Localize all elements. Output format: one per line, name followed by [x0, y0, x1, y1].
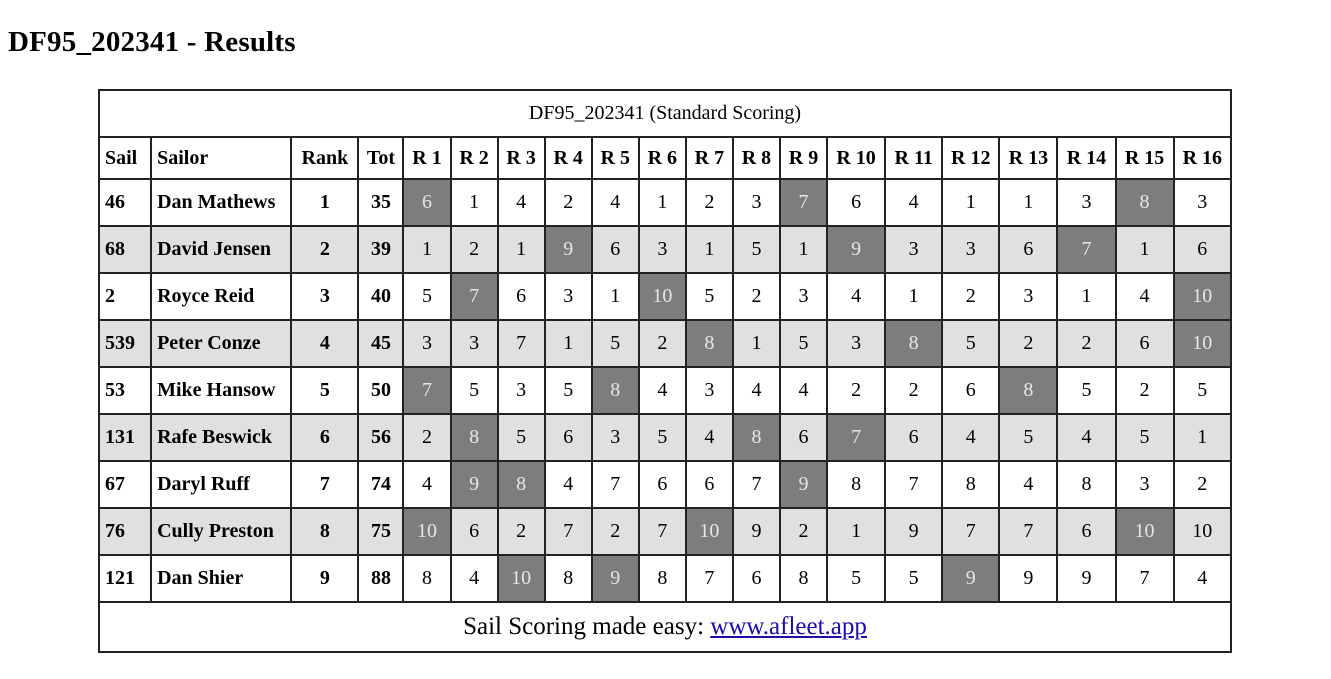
- column-header: R 12: [942, 137, 999, 179]
- race-score: 1: [999, 179, 1057, 226]
- total-value: 75: [358, 508, 403, 555]
- dropped-race-score: 8: [498, 461, 545, 508]
- race-score: 5: [1116, 414, 1174, 461]
- dropped-race-score: 8: [999, 367, 1057, 414]
- total-value: 88: [358, 555, 403, 602]
- footer-row: [99, 602, 1231, 652]
- race-score: 1: [592, 273, 639, 320]
- dropped-race-score: 10: [1174, 320, 1231, 367]
- column-header: R 10: [827, 137, 885, 179]
- race-score: 5: [885, 555, 942, 602]
- sailor-name: Mike Hansow: [151, 367, 291, 414]
- race-score: 10: [1174, 508, 1231, 555]
- race-score: 2: [1057, 320, 1115, 367]
- dropped-race-score: 8: [451, 414, 498, 461]
- race-score: 1: [1174, 414, 1231, 461]
- race-score: 6: [592, 226, 639, 273]
- results-table: [98, 89, 1232, 653]
- race-score: 1: [942, 179, 999, 226]
- race-score: 4: [451, 555, 498, 602]
- race-score: 3: [451, 320, 498, 367]
- race-score: 3: [545, 273, 592, 320]
- race-score: 5: [686, 273, 733, 320]
- rank-value: 7: [291, 461, 358, 508]
- dropped-race-score: 9: [827, 226, 885, 273]
- dropped-race-score: 8: [592, 367, 639, 414]
- dropped-race-score: 7: [451, 273, 498, 320]
- sail-number: 67: [99, 461, 151, 508]
- rank-value: 3: [291, 273, 358, 320]
- column-header: R 15: [1116, 137, 1174, 179]
- race-score: 2: [999, 320, 1057, 367]
- race-score: 5: [639, 414, 686, 461]
- race-score: 2: [545, 179, 592, 226]
- dropped-race-score: 6: [403, 179, 450, 226]
- column-header: R 2: [451, 137, 498, 179]
- race-score: 4: [733, 367, 780, 414]
- rank-value: 1: [291, 179, 358, 226]
- race-score: 1: [1116, 226, 1174, 273]
- race-score: 3: [827, 320, 885, 367]
- race-score: 6: [451, 508, 498, 555]
- footer-cell: [99, 602, 1231, 652]
- dropped-race-score: 9: [942, 555, 999, 602]
- race-score: 5: [1174, 367, 1231, 414]
- total-value: 45: [358, 320, 403, 367]
- race-score: 2: [403, 414, 450, 461]
- race-score: 5: [592, 320, 639, 367]
- sailor-name: Peter Conze: [151, 320, 291, 367]
- race-score: 1: [498, 226, 545, 273]
- dropped-race-score: 7: [780, 179, 827, 226]
- dropped-race-score: 9: [451, 461, 498, 508]
- column-header: R 5: [592, 137, 639, 179]
- sail-number: 53: [99, 367, 151, 414]
- race-score: 6: [545, 414, 592, 461]
- race-score: 7: [942, 508, 999, 555]
- race-score: 6: [780, 414, 827, 461]
- race-score: 4: [1174, 555, 1231, 602]
- race-score: 5: [780, 320, 827, 367]
- race-score: 3: [1174, 179, 1231, 226]
- dropped-race-score: 10: [1174, 273, 1231, 320]
- footer-text: Sail Scoring made easy:: [463, 613, 711, 640]
- total-value: 40: [358, 273, 403, 320]
- race-score: 3: [733, 179, 780, 226]
- race-score: 8: [639, 555, 686, 602]
- column-header: Sail: [99, 137, 151, 179]
- column-header: Sailor: [151, 137, 291, 179]
- rank-value: 6: [291, 414, 358, 461]
- sailor-name: Cully Preston: [151, 508, 291, 555]
- race-score: 6: [1057, 508, 1115, 555]
- sailor-name: Dan Mathews: [151, 179, 291, 226]
- column-header: R 14: [1057, 137, 1115, 179]
- race-score: 8: [780, 555, 827, 602]
- race-score: 7: [1116, 555, 1174, 602]
- race-score: 3: [498, 367, 545, 414]
- race-score: 2: [592, 508, 639, 555]
- race-score: 4: [403, 461, 450, 508]
- race-score: 6: [639, 461, 686, 508]
- sailor-name: Royce Reid: [151, 273, 291, 320]
- table-row: [99, 367, 1231, 414]
- dropped-race-score: 10: [639, 273, 686, 320]
- race-score: 1: [827, 508, 885, 555]
- race-score: 3: [1116, 461, 1174, 508]
- total-value: 35: [358, 179, 403, 226]
- race-score: 9: [733, 508, 780, 555]
- race-score: 8: [827, 461, 885, 508]
- race-score: 5: [451, 367, 498, 414]
- sailor-name: Daryl Ruff: [151, 461, 291, 508]
- race-score: 5: [1057, 367, 1115, 414]
- race-score: 5: [733, 226, 780, 273]
- race-score: 9: [1057, 555, 1115, 602]
- race-score: 2: [733, 273, 780, 320]
- race-score: 8: [1057, 461, 1115, 508]
- race-score: 6: [827, 179, 885, 226]
- race-score: 8: [403, 555, 450, 602]
- race-score: 2: [1116, 367, 1174, 414]
- race-score: 4: [780, 367, 827, 414]
- race-score: 7: [885, 461, 942, 508]
- dropped-race-score: 10: [686, 508, 733, 555]
- race-score: 5: [403, 273, 450, 320]
- column-header: Rank: [291, 137, 358, 179]
- race-score: 4: [639, 367, 686, 414]
- dropped-race-score: 8: [733, 414, 780, 461]
- race-score: 1: [733, 320, 780, 367]
- race-score: 4: [999, 461, 1057, 508]
- rank-value: 4: [291, 320, 358, 367]
- dropped-race-score: 7: [403, 367, 450, 414]
- rank-value: 8: [291, 508, 358, 555]
- race-score: 6: [885, 414, 942, 461]
- sail-number: 46: [99, 179, 151, 226]
- race-score: 2: [451, 226, 498, 273]
- dropped-race-score: 8: [686, 320, 733, 367]
- header-row: [99, 137, 1231, 179]
- race-score: 2: [885, 367, 942, 414]
- column-header: R 4: [545, 137, 592, 179]
- column-header: Tot: [358, 137, 403, 179]
- rank-value: 9: [291, 555, 358, 602]
- race-score: 4: [827, 273, 885, 320]
- sail-number: 76: [99, 508, 151, 555]
- table-row: [99, 273, 1231, 320]
- race-score: 6: [942, 367, 999, 414]
- race-score: 9: [999, 555, 1057, 602]
- race-score: 7: [639, 508, 686, 555]
- afleet-link[interactable]: www.afleet.app: [710, 613, 867, 640]
- column-header: R 6: [639, 137, 686, 179]
- column-header: R 16: [1174, 137, 1231, 179]
- race-score: 7: [592, 461, 639, 508]
- total-value: 56: [358, 414, 403, 461]
- column-header: R 1: [403, 137, 450, 179]
- race-score: 9: [885, 508, 942, 555]
- race-score: 5: [827, 555, 885, 602]
- dropped-race-score: 7: [1057, 226, 1115, 273]
- race-score: 3: [780, 273, 827, 320]
- sailor-name: David Jensen: [151, 226, 291, 273]
- race-score: 7: [545, 508, 592, 555]
- total-value: 74: [358, 461, 403, 508]
- race-score: 2: [498, 508, 545, 555]
- race-score: 1: [1057, 273, 1115, 320]
- race-score: 6: [733, 555, 780, 602]
- race-score: 1: [686, 226, 733, 273]
- column-header: R 9: [780, 137, 827, 179]
- table-row: [99, 320, 1231, 367]
- sail-number: 121: [99, 555, 151, 602]
- dropped-race-score: 7: [827, 414, 885, 461]
- race-score: 4: [885, 179, 942, 226]
- race-score: 3: [942, 226, 999, 273]
- sailor-name: Rafe Beswick: [151, 414, 291, 461]
- sail-number: 539: [99, 320, 151, 367]
- sail-number: 2: [99, 273, 151, 320]
- race-score: 4: [592, 179, 639, 226]
- race-score: 5: [999, 414, 1057, 461]
- race-score: 6: [686, 461, 733, 508]
- dropped-race-score: 9: [545, 226, 592, 273]
- race-score: 7: [686, 555, 733, 602]
- dropped-race-score: 8: [1116, 179, 1174, 226]
- race-score: 5: [498, 414, 545, 461]
- race-score: 5: [942, 320, 999, 367]
- race-score: 3: [1057, 179, 1115, 226]
- sail-number: 68: [99, 226, 151, 273]
- page-title: DF95_202341 - Results: [8, 26, 296, 58]
- dropped-race-score: 8: [885, 320, 942, 367]
- race-score: 3: [592, 414, 639, 461]
- race-score: 7: [498, 320, 545, 367]
- race-score: 1: [780, 226, 827, 273]
- race-score: 3: [686, 367, 733, 414]
- race-score: 6: [1174, 226, 1231, 273]
- race-score: 1: [885, 273, 942, 320]
- race-score: 5: [545, 367, 592, 414]
- dropped-race-score: 10: [403, 508, 450, 555]
- race-score: 4: [498, 179, 545, 226]
- race-score: 4: [942, 414, 999, 461]
- table-row: [99, 179, 1231, 226]
- race-score: 3: [403, 320, 450, 367]
- race-score: 4: [1116, 273, 1174, 320]
- race-score: 1: [451, 179, 498, 226]
- race-score: 6: [1116, 320, 1174, 367]
- dropped-race-score: 10: [498, 555, 545, 602]
- race-score: 6: [498, 273, 545, 320]
- column-header: R 13: [999, 137, 1057, 179]
- column-header: R 3: [498, 137, 545, 179]
- table-caption: DF95_202341 (Standard Scoring): [99, 90, 1231, 137]
- race-score: 4: [545, 461, 592, 508]
- table-row: [99, 414, 1231, 461]
- race-score: 2: [942, 273, 999, 320]
- race-score: 1: [639, 179, 686, 226]
- rank-value: 2: [291, 226, 358, 273]
- race-score: 1: [545, 320, 592, 367]
- dropped-race-score: 9: [780, 461, 827, 508]
- table-row: [99, 461, 1231, 508]
- race-score: 1: [403, 226, 450, 273]
- total-value: 39: [358, 226, 403, 273]
- race-score: 8: [942, 461, 999, 508]
- race-score: 3: [999, 273, 1057, 320]
- race-score: 7: [733, 461, 780, 508]
- race-score: 2: [1174, 461, 1231, 508]
- race-score: 4: [686, 414, 733, 461]
- dropped-race-score: 10: [1116, 508, 1174, 555]
- sailor-name: Dan Shier: [151, 555, 291, 602]
- race-score: 4: [1057, 414, 1115, 461]
- column-header: R 11: [885, 137, 942, 179]
- column-header: R 8: [733, 137, 780, 179]
- race-score: 2: [780, 508, 827, 555]
- rank-value: 5: [291, 367, 358, 414]
- column-header: R 7: [686, 137, 733, 179]
- race-score: 8: [545, 555, 592, 602]
- table-row: [99, 555, 1231, 602]
- dropped-race-score: 9: [592, 555, 639, 602]
- table-row: [99, 508, 1231, 555]
- total-value: 50: [358, 367, 403, 414]
- race-score: 2: [827, 367, 885, 414]
- race-score: 6: [999, 226, 1057, 273]
- race-score: 3: [639, 226, 686, 273]
- race-score: 2: [639, 320, 686, 367]
- race-score: 7: [999, 508, 1057, 555]
- race-score: 3: [885, 226, 942, 273]
- race-score: 2: [686, 179, 733, 226]
- table-row: [99, 226, 1231, 273]
- sail-number: 131: [99, 414, 151, 461]
